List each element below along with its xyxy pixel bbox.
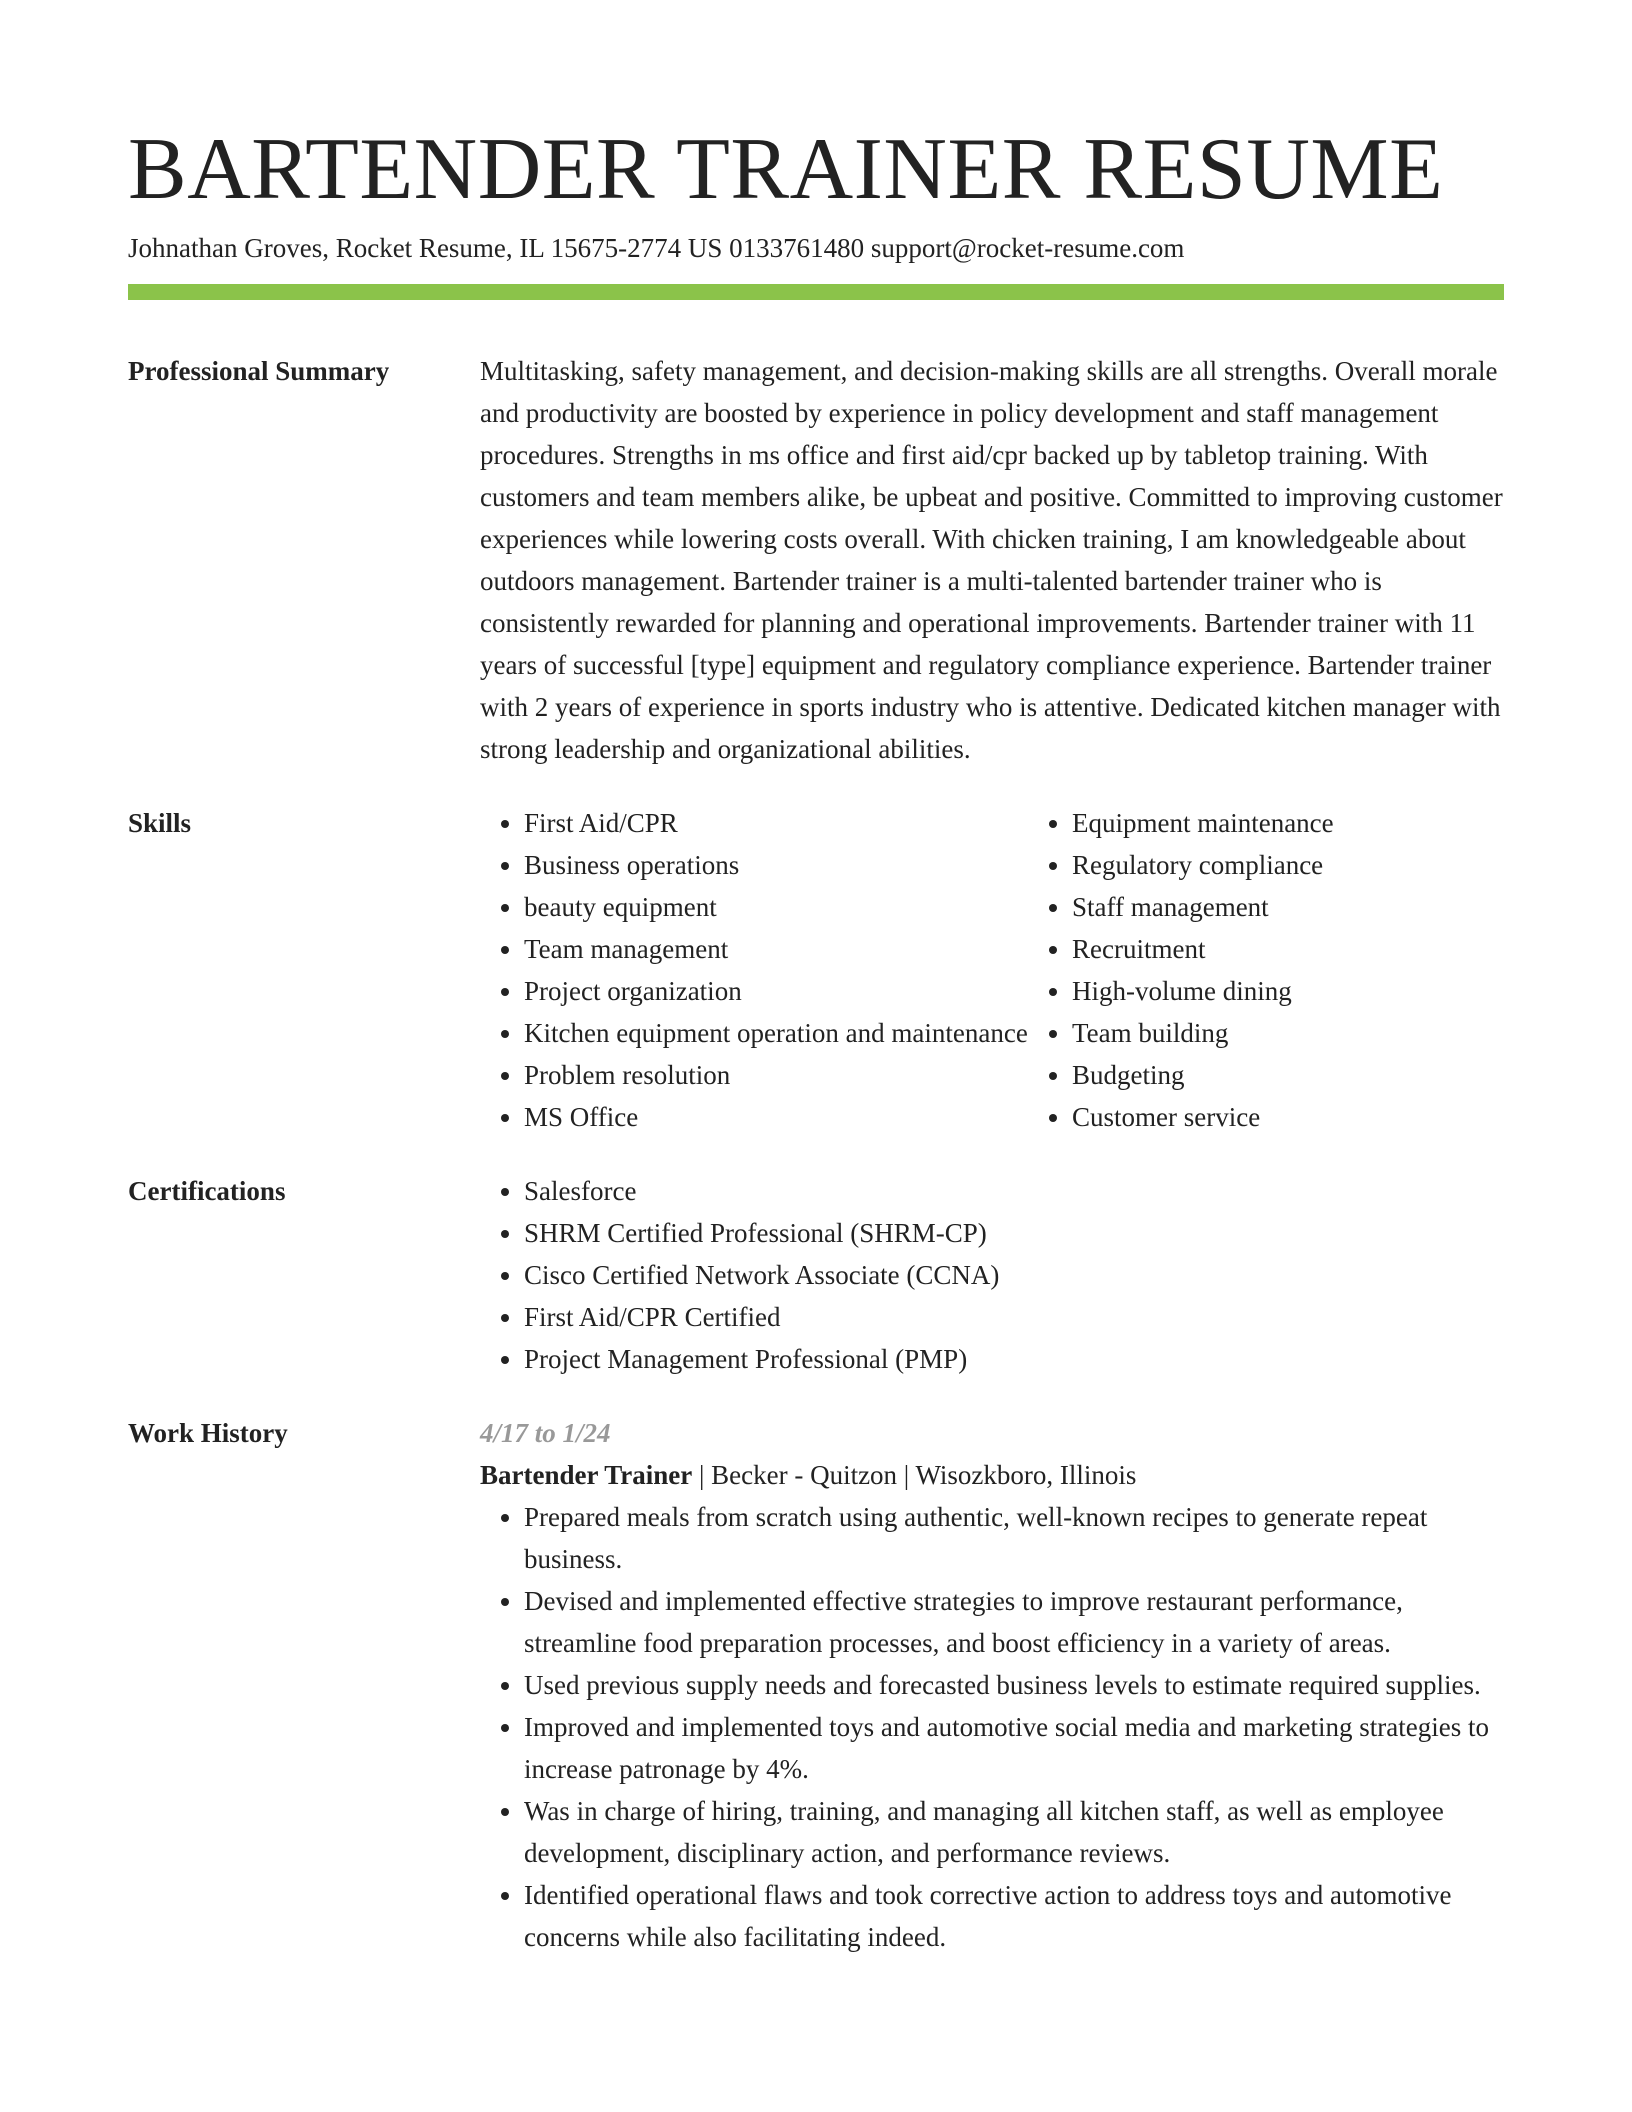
- list-item: • Identified operational flaws and took corrective action to address toys and automotive concerns while also facilitating indeed.: [524, 1874, 1504, 1958]
- list-item: • First Aid/CPR Certified: [524, 1296, 1504, 1338]
- resume-title: BARTENDER TRAINER RESUME: [128, 121, 1444, 218]
- certifications-section: [128, 1170, 1504, 1380]
- list-item: • Devised and implemented effective strategies to improve restaurant performance, streamline food preparation processes, and boost efficiency in a variety of areas.: [524, 1580, 1504, 1664]
- list-item: • Improved and implemented toys and automotive social media and marketing strategies to increase patronage by 4%.: [524, 1706, 1504, 1790]
- list-item: • Prepared meals from scratch using authentic, well-known recipes to generate repeat business.: [524, 1496, 1504, 1580]
- section-label: Work History: [128, 1418, 288, 1448]
- skills-list-right: [1028, 802, 1576, 1138]
- list-item: • MS Office: [524, 1096, 1028, 1138]
- list-item: • Project organization: [524, 970, 1028, 1012]
- job-bullets: [480, 1496, 1504, 1958]
- summary-text: Multitasking, safety management, and decision-making skills are all strengths. Overall morale and productivity are boosted by experience in policy development and staff management procedures. Strengths in ms office and first aid/cpr backed up by tabletop training. With customers and team members alike, be upbeat and positive. Committed to improving customer experiences while lowering costs overall. With chicken training, I am knowledgeable about outdoors management. Bartender trainer is a multi-talented bartender trainer who is consistently rewarded for planning and operational improvements. Bartender trainer with 11 years of successful [type] equipment and regulatory compliance experience. Bartender trainer with 2 years of experience in sports industry who is attentive. Dedicated kitchen manager with strong leadership and organizational abilities.: [480, 356, 1503, 764]
- work-history-section: [128, 1412, 1504, 1958]
- list-item: • SHRM Certified Professional (SHRM-CP): [524, 1212, 1504, 1254]
- list-item: • Budgeting: [1072, 1054, 1576, 1096]
- job-dates: 4/17 to 1/24: [480, 1418, 611, 1448]
- skills-columns: [480, 802, 1576, 1138]
- job-title: Bartender Trainer: [480, 1460, 693, 1490]
- list-item: • Kitchen equipment operation and maintenance: [524, 1012, 1028, 1054]
- skills-list-left: [480, 802, 1028, 1138]
- list-item: • Problem resolution: [524, 1054, 1028, 1096]
- contact-line: Johnathan Groves, Rocket Resume, IL 15675-2774 US 0133761480 support@rocket-resume.com: [128, 233, 1185, 263]
- job-heading: [480, 1454, 1504, 1496]
- skills-section: [128, 802, 1504, 1138]
- list-item: • beauty equipment: [524, 886, 1028, 928]
- list-item: • Team building: [1072, 1012, 1576, 1054]
- list-item: • Equipment maintenance: [1072, 802, 1576, 844]
- header-divider: [128, 284, 1504, 300]
- job-entry: [480, 1412, 1504, 1958]
- section-label: Certifications: [128, 1176, 286, 1206]
- section-body: [480, 350, 1504, 770]
- list-item: • High-volume dining: [1072, 970, 1576, 1012]
- list-item: • Project Management Professional (PMP): [524, 1338, 1504, 1380]
- list-item: • First Aid/CPR: [524, 802, 1028, 844]
- section-label: Professional Summary: [128, 356, 390, 386]
- list-item: • Salesforce: [524, 1170, 1504, 1212]
- list-item: • Regulatory compliance: [1072, 844, 1576, 886]
- list-item: • Staff management: [1072, 886, 1576, 928]
- list-item: • Business operations: [524, 844, 1028, 886]
- job-company-location: | Becker - Quitzon | Wisozkboro, Illinois: [692, 1460, 1137, 1490]
- resume-page: [128, 120, 1504, 1958]
- list-item: • Recruitment: [1072, 928, 1576, 970]
- list-item: • Team management: [524, 928, 1028, 970]
- list-item: • Cisco Certified Network Associate (CCNA): [524, 1254, 1504, 1296]
- list-item: • Was in charge of hiring, training, and managing all kitchen staff, as well as employee development, disciplinary action, and performance reviews.: [524, 1790, 1504, 1874]
- list-item: • Customer service: [1072, 1096, 1576, 1138]
- professional-summary-section: [128, 350, 1504, 770]
- section-label: Skills: [128, 808, 192, 838]
- certifications-list: [480, 1170, 1504, 1380]
- list-item: • Used previous supply needs and forecasted business levels to estimate required supplies.: [524, 1664, 1504, 1706]
- section-body: [480, 1170, 1504, 1380]
